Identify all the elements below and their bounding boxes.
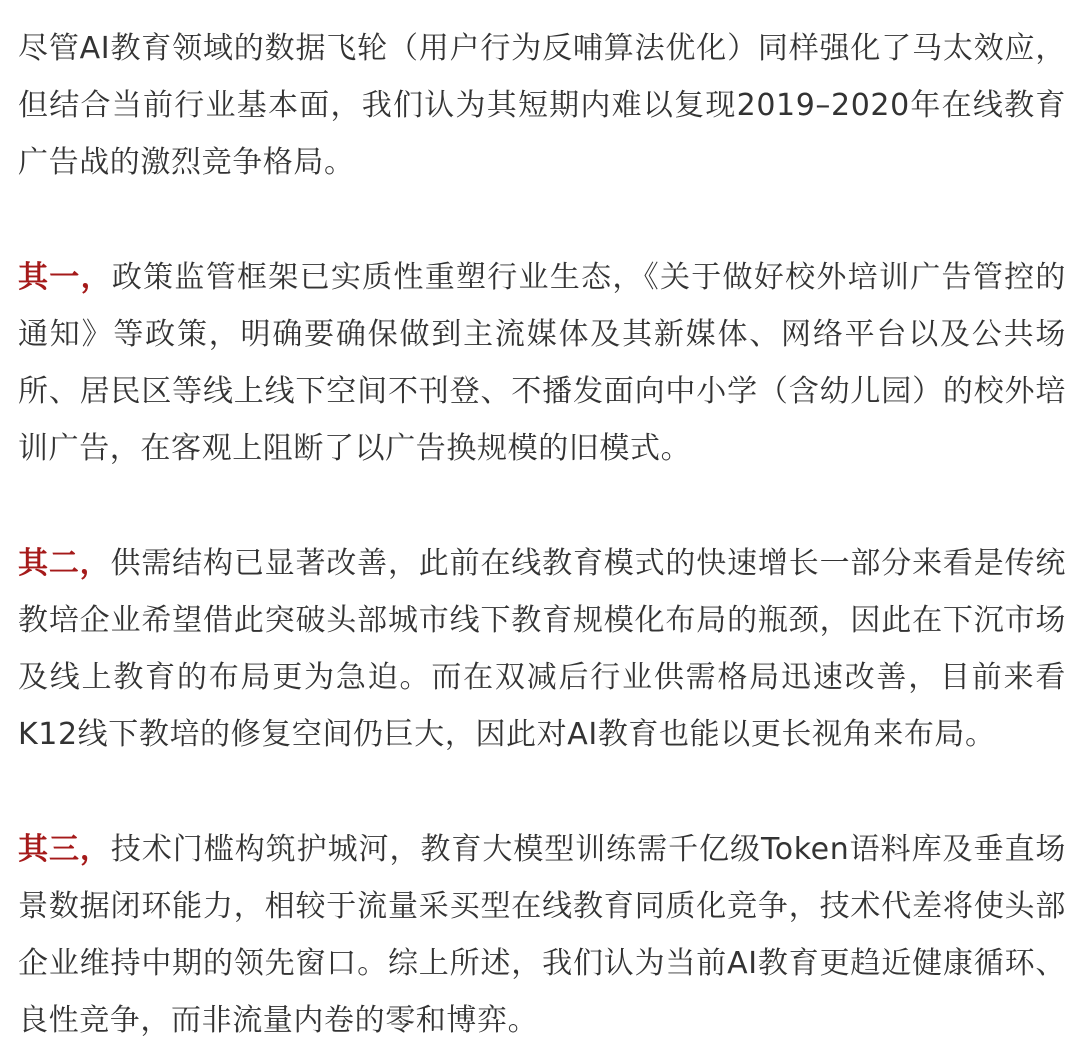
paragraph-intro-text: 尽管AI教育领域的数据飞轮（用户行为反哺算法优化）同样强化了马太效应，但结合当前行业基本面，我们认为其短期内难以复现2019–2020年在线教育广告战的激烈竞争格局。 bbox=[18, 31, 1066, 181]
paragraph-point-one-lead: 其一， bbox=[18, 259, 112, 295]
paragraph-point-two-text: 供需结构已显著改善，此前在线教育模式的快速增长一部分来看是传统教培企业希望借此突破头部城市线下教育规模化布局的瓶颈，因此在下沉市场及线上教育的布局更为急迫。而在双减后行业供需格局迅速改善，目前来看K12线下教培的修复空间仍巨大，因此对AI教育也能以更长视角来布局。 bbox=[18, 545, 1066, 753]
paragraph-point-three-text: 技术门槛构筑护城河，教育大模型训练需千亿级Token语料库及垂直场景数据闭环能力，相较于流量采买型在线教育同质化竞争，技术代差将使头部企业维持中期的领先窗口。综上所述，我们认为当前AI教育更趋近健康循环、良性竞争，而非流量内卷的零和博弈。 bbox=[18, 831, 1066, 1039]
paragraph-point-two bbox=[18, 535, 1066, 764]
article-body bbox=[18, 20, 1066, 1050]
paragraph-point-one-text: 政策监管框架已实质性重塑行业生态，《关于做好校外培训广告管控的通知》等政策，明确要确保做到主流媒体及其新媒体、网络平台以及公共场所、居民区等线上线下空间不刊登、不播发面向中小学（含幼儿园）的校外培训广告，在客观上阻断了以广告换规模的旧模式。 bbox=[18, 259, 1066, 467]
paragraph-intro bbox=[18, 20, 1066, 192]
paragraph-point-three bbox=[18, 821, 1066, 1050]
paragraph-point-three-lead: 其三， bbox=[18, 831, 111, 867]
paragraph-point-one bbox=[18, 249, 1066, 478]
paragraph-point-two-lead: 其二， bbox=[18, 545, 111, 581]
